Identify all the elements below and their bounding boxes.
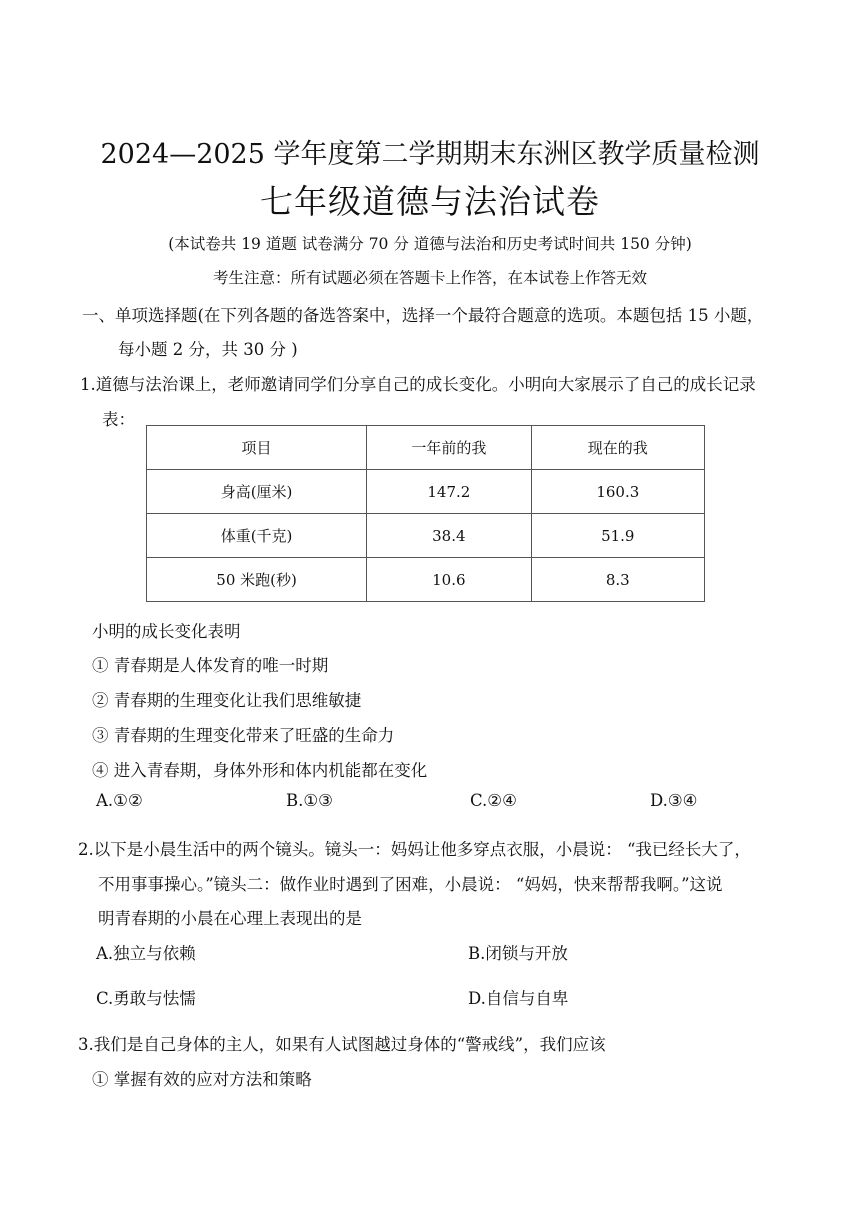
table-row xyxy=(147,470,705,514)
table-header-cell: 项目 xyxy=(147,426,367,470)
q1-item: ③ 青春期的生理变化带来了旺盛的生命力 xyxy=(92,726,395,745)
q1-option-c: C.②④ xyxy=(470,791,517,810)
q1-option-b: B.①③ xyxy=(286,791,333,810)
table-header-row xyxy=(147,426,705,470)
q2-stem-line3: 明青春期的小晨在心理上表现出的是 xyxy=(98,909,362,928)
q3-item: ① 掌握有效的应对方法和策略 xyxy=(92,1070,312,1089)
section-heading-line2: 每小题 2 分，共 30 分 ) xyxy=(118,340,298,359)
table-cell: 体重(千克) xyxy=(147,514,367,558)
q1-item: ② 青春期的生理变化让我们思维敏捷 xyxy=(92,691,362,710)
exam-title-line2: 七年级道德与法治试卷 xyxy=(260,182,600,221)
q1-option-d: D.③④ xyxy=(650,791,698,810)
table-cell: 147.2 xyxy=(367,470,531,514)
q2-stem-line1: 2.以下是小晨生活中的两个镜头。镜头一：妈妈让他多穿点衣服，小晨说： “我已经长大了， xyxy=(78,840,751,859)
table-row xyxy=(147,558,705,602)
table-cell: 38.4 xyxy=(367,514,531,558)
exam-title-line1: 2024—2025 学年度第二学期期末东洲区教学质量检测 xyxy=(100,139,760,170)
q1-prompt: 小明的成长变化表明 xyxy=(92,622,241,641)
table-header-cell: 一年前的我 xyxy=(367,426,531,470)
q1-item: ④ 进入青春期，身体外形和体内机能都在变化 xyxy=(92,761,428,780)
q1-item: ① 青春期是人体发育的唯一时期 xyxy=(92,656,329,675)
q3-stem-line1: 3.我们是自己身体的主人，如果有人试图越过身体的“警戒线”，我们应该 xyxy=(78,1035,606,1054)
table-cell: 身高(厘米) xyxy=(147,470,367,514)
table-cell: 50 米跑(秒) xyxy=(147,558,367,602)
q1-option-a: A.①② xyxy=(96,791,143,810)
exam-notice: 考生注意：所有试题必须在答题卡上作答，在本试卷上作答无效 xyxy=(212,269,647,287)
q2-stem-line2: 不用事事操心。”镜头二：做作业时遇到了困难，小晨说： “妈妈，快来帮帮我啊。”这说 xyxy=(98,875,723,894)
q1-stem-line2: 表： xyxy=(102,410,135,429)
q2-option-c: C.勇敢与怯懦 xyxy=(96,989,196,1008)
growth-record-table xyxy=(146,425,705,602)
table-header-cell: 现在的我 xyxy=(531,426,704,470)
section-heading-line1: 一、单项选择题(在下列各题的备选答案中，选择一个最符合题意的选项。本题包括 15 小题， xyxy=(82,306,764,325)
table-cell: 8.3 xyxy=(531,558,704,602)
table-cell: 160.3 xyxy=(531,470,704,514)
exam-info: (本试卷共 19 道题 试卷满分 70 分 道德与法治和历史考试时间共 150 分钟) xyxy=(168,235,692,253)
q1-stem-line1: 1.道德与法治课上，老师邀请同学们分享自己的成长变化。小明向大家展示了自己的成长记录 xyxy=(80,375,756,394)
table-cell: 51.9 xyxy=(531,514,704,558)
q2-option-d: D.自信与自卑 xyxy=(468,989,569,1008)
q2-option-b: B.闭锁与开放 xyxy=(468,944,568,963)
table-cell: 10.6 xyxy=(367,558,531,602)
table-row xyxy=(147,514,705,558)
q2-option-a: A.独立与依赖 xyxy=(96,944,196,963)
